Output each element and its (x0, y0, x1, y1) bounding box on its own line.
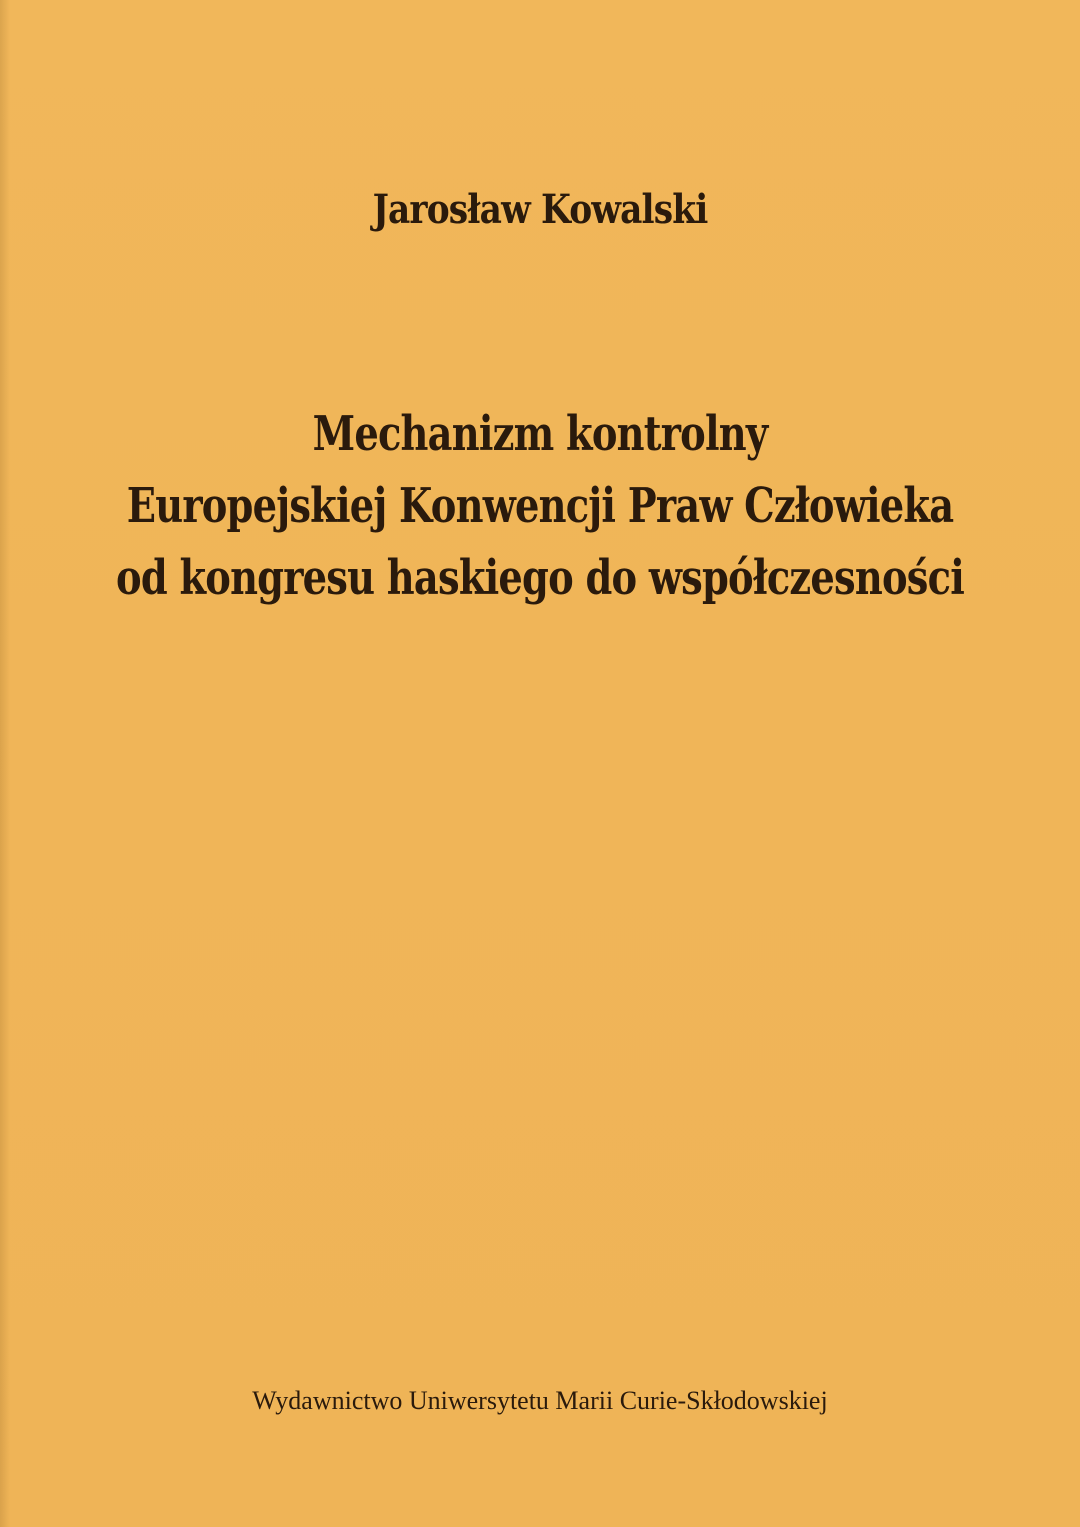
title-line-1: Mechanizm kontrolny (312, 406, 768, 462)
book-title (108, 398, 972, 614)
publisher-name: Wydawnictwo Uniwersytetu Marii Curie-Skłodowskiej (252, 1386, 828, 1415)
title-line-3: od kongresu haskiego do współczesności (116, 550, 964, 606)
title-line-2: Europejskiej Konwencji Praw Człowieka (126, 478, 954, 534)
author-name: Jarosław Kowalski (372, 186, 708, 233)
